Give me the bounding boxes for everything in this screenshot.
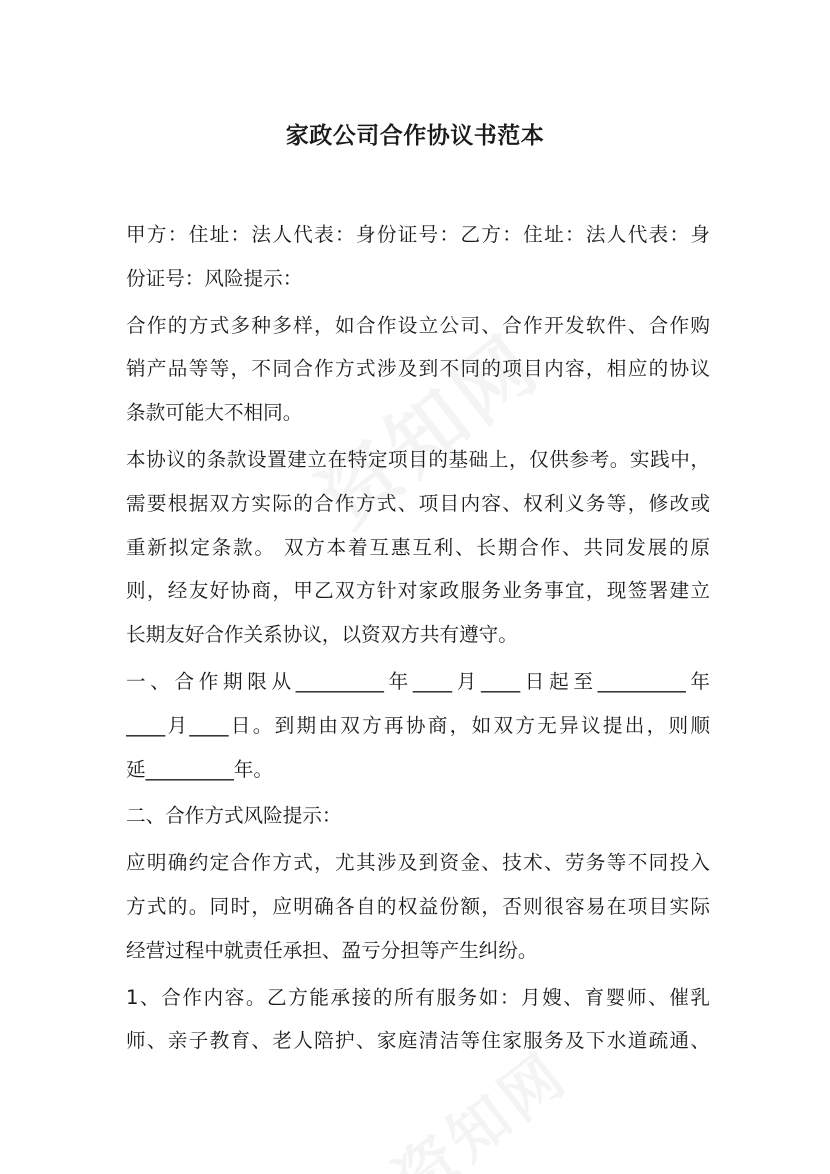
paragraph-risk-note xyxy=(126,841,710,972)
text-line: 本协议的条款设置建立在特定项目的基础上，仅供参考。实践中， xyxy=(126,447,710,471)
paragraph-parties xyxy=(126,213,710,301)
text-line: 份证号：风险提示： xyxy=(126,266,303,290)
text-line: 1、合作内容。乙方能承接的所有服务如：月嫂、育婴师、催乳 xyxy=(126,985,710,1009)
text-line: 二、合作方式风险提示： xyxy=(126,804,342,828)
text-line: 师、亲子教育、老人陪护、家庭清洁等住家服务及下水道疏通、 xyxy=(126,1029,710,1053)
section-2-heading xyxy=(126,794,710,838)
text-line: 经营过程中就责任承担、盈亏分担等产生纠纷。 xyxy=(126,938,538,962)
text-line: 延_________年。 xyxy=(126,757,273,781)
text-line: 甲方：住址：法人代表：身份证号：乙方：住址：法人代表：身 xyxy=(126,223,710,246)
section-1-term xyxy=(126,660,710,791)
document-body xyxy=(126,213,710,1066)
text-line: 需要根据双方实际的合作方式、项目内容、权利义务等，修改或 xyxy=(126,491,710,515)
text-line: ____月____日。到期由双方再协商，如双方无异议提出，则顺 xyxy=(126,713,710,737)
text-line: 一、合作期限从_________年____月____日起至_________年 xyxy=(126,669,710,693)
text-line: 应明确约定合作方式，尤其涉及到资金、技术、劳务等不同投入 xyxy=(126,851,710,875)
text-line: 则，经友好协商，甲乙双方针对家政服务业务事宜，现签署建立 xyxy=(126,579,710,603)
text-line: 方式的。同时，应明确各自的权益份额，否则很容易在项目实际 xyxy=(126,894,710,918)
text-line: 销产品等等，不同合作方式涉及到不同的项目内容，相应的协议 xyxy=(126,357,710,381)
document-title: 家政公司合作协议书范本 xyxy=(285,123,545,149)
text-line: 合作的方式多种多样，如合作设立公司、合作开发软件、合作购 xyxy=(126,313,710,337)
text-line: 长期友好合作关系协议，以资双方共有遵守。 xyxy=(126,623,518,647)
paragraph-cooperation-intro xyxy=(126,304,710,435)
clause-1-content xyxy=(126,976,710,1064)
paragraph-terms-note xyxy=(126,438,710,657)
text-line: 条款可能大不相同。 xyxy=(126,401,303,425)
text-line: 重新拟定条款。 双方本着互惠互利、长期合作、共同发展的原 xyxy=(126,535,710,559)
